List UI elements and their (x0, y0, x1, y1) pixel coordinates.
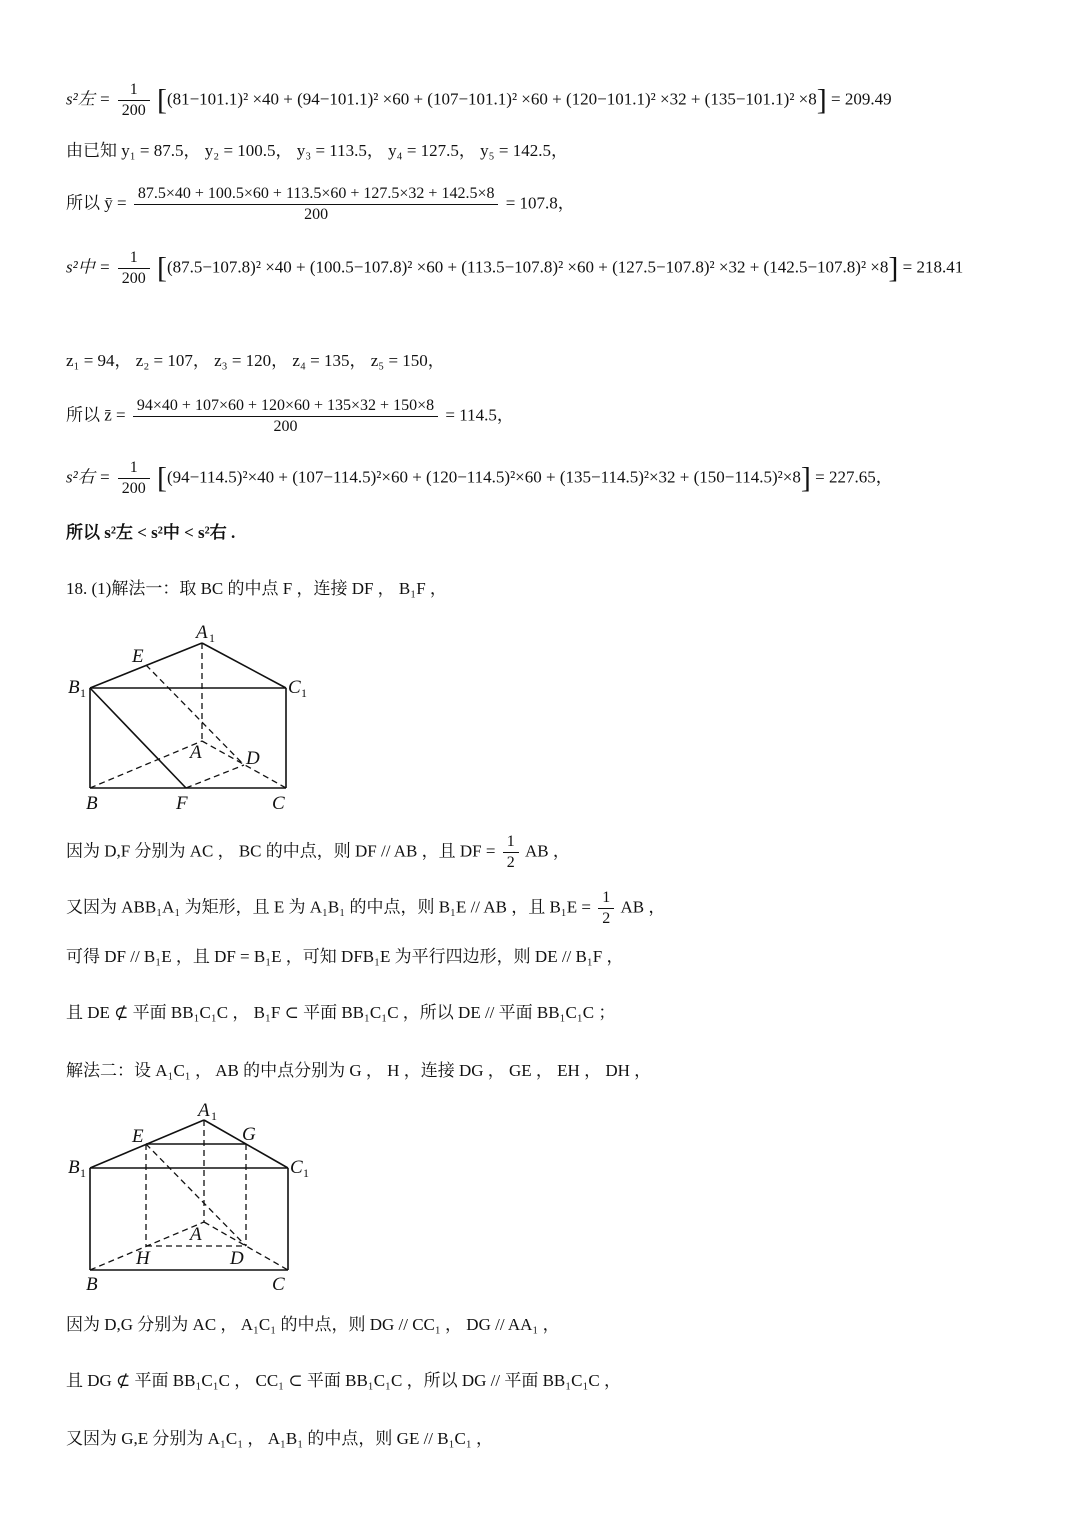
formula-s2-middle: s²中 = $\frac{1}{200}$ [(87.5−107.8)² ×40 + (100.5−107.8)² ×60 + (113.5−107.8)² ×60 + (127.5−107.8)² ×32 + (142.5−107.8)² ×8] = 218.41 (66, 249, 964, 287)
proof-line-6: 且 DG ⊄ 平面 BB₁C₁C ， CC₁ ⊂ 平面 BB₁C₁C ，所以 DG // 平面 BB₁C₁C ， (66, 1371, 622, 1390)
svg-text:1: 1 (211, 1109, 217, 1123)
z-values-line: z₁ = 94， z₂ = 107， z₃ = 120， z₄ = 135， z₅ = 150， (66, 351, 445, 370)
proof-line-3: 可得 DF // B₁E ，且 DF = B₁E ，可知 DFB₁E 为平行四边形，则 DE // B₁F ， (66, 947, 624, 966)
fraction: $\frac{87.5\times 40 + 100.5\times 60 + 113.5\times 60 + 127.5\times 32 + 142.5\times 8}{200}$ (134, 184, 499, 225)
problem-18-method-1: 18. (1)解法一：取 BC 的中点 F ，连接 DF ， B₁F ， (66, 579, 447, 598)
z-mean-formula: 所以 z̄ = $\frac{94\times 40 + 107\times 60 + 120\times 60 + 135\times 32 + 150\times 8}{200}$ = 114.5， (66, 397, 514, 435)
prism-figure-2 (66, 1098, 326, 1303)
svg-text:1: 1 (303, 1166, 309, 1180)
label-G: G (242, 1124, 256, 1145)
formula-s2-right: s²右 = $\frac{1}{200}$ [(94−114.5)²×40 + (107−114.5)²×60 + (120−114.5)²×60 + (135−114.5)²×32 + (150−114.5)²×8] = 227.65， (66, 459, 893, 497)
label-C: C (272, 1274, 285, 1295)
variance-comparison: 所以 s²左 < s²中 < s²右 . (66, 523, 236, 542)
svg-text:1: 1 (80, 686, 86, 700)
proof-line-7: 又因为 G,E 分别为 A₁C₁ ， A₁B₁ 的中点，则 GE // B₁C₁ ， (66, 1429, 494, 1448)
label-A: A (190, 1224, 202, 1245)
fraction: $\frac{1}{200}$ (118, 80, 150, 121)
s2-left-body: (81−101.1)² ×40 + (94−101.1)² ×60 + (107−101.1)² ×60 + (120−101.1)² ×32 + (135−101.1)² ×8 (166, 89, 817, 109)
proof-line-5: 因为 D,G 分别为 AC ， A₁C₁ 的中点，则 DG // CC₁ ， DG // AA₁ ， (66, 1315, 560, 1334)
fraction: $\frac{1}{200}$ (118, 248, 150, 289)
label-E: E (132, 646, 144, 667)
formula-s2-left: s²左 = $\frac{1}{200}$ [(81−101.1)² ×40 + (94−101.1)² ×60 + (107−101.1)² ×60 + (120−101.1)² ×32 + (135−101.1)² ×8] = 209.49 (66, 81, 892, 119)
s2-left-result: = 209.49 (831, 89, 892, 109)
fraction: $\frac{1}{200}$ (118, 458, 150, 499)
fraction-half: $\frac{1}{2}$ (503, 832, 519, 873)
label-D: D (246, 748, 260, 769)
label-B: B (86, 1274, 98, 1295)
label-B1: B (68, 1157, 80, 1178)
label-F: F (176, 793, 188, 814)
label-D: D (230, 1248, 244, 1269)
proof-line-1: 因为 D,F 分别为 AC ， BC 的中点，则 DF // AB ，且 DF = $\frac{1}{2}$ AB ， (66, 833, 570, 871)
y-mean-formula: 所以 ȳ = $\frac{87.5\times 40 + 100.5\times 60 + 113.5\times 60 + 127.5\times 32 + 142.5\times 8}{200}$ = 107.8， (66, 185, 575, 223)
label-B: B (86, 793, 98, 814)
problem-18-method-2: 解法二：设 A₁C₁ ， AB 的中点分别为 G ， H ，连接 DG ， GE ， EH ， DH ， (66, 1061, 652, 1080)
s2-left-lhs: s²左 = (66, 89, 111, 109)
label-H: H (136, 1248, 150, 1269)
label-A1: A (198, 1100, 210, 1121)
prism-diagram-2 (66, 1098, 326, 1298)
prism-figure-1 (66, 618, 326, 823)
prism-diagram-1 (66, 618, 326, 818)
label-C1: C (290, 1157, 303, 1178)
svg-text:1: 1 (80, 1166, 86, 1180)
proof-line-4: 且 DE ⊄ 平面 BB₁C₁C ， B₁F ⊂ 平面 BB₁C₁C ，所以 DE // 平面 BB₁C₁C ； (66, 1003, 616, 1022)
svg-text:1: 1 (209, 631, 215, 645)
label-A1: A (196, 622, 208, 643)
label-C1: C (288, 677, 301, 698)
y-values-line: 由已知 y₁ = 87.5， y₂ = 100.5， y₃ = 113.5， y₄ = 127.5， y₅ = 142.5， (66, 141, 568, 160)
label-B1: B (68, 677, 80, 698)
label-C: C (272, 793, 285, 814)
svg-text:1: 1 (301, 686, 307, 700)
fraction: $\frac{94\times 40 + 107\times 60 + 120\times 60 + 135\times 32 + 150\times 8}{200}$ (133, 396, 438, 437)
fraction-half: $\frac{1}{2}$ (598, 888, 614, 929)
proof-line-2: 又因为 ABB₁A₁ 为矩形，且 E 为 A₁B₁ 的中点，则 B₁E // AB ，且 B₁E = $\frac{1}{2}$ AB ， (66, 889, 666, 927)
label-A: A (190, 742, 202, 763)
label-E: E (132, 1126, 144, 1147)
